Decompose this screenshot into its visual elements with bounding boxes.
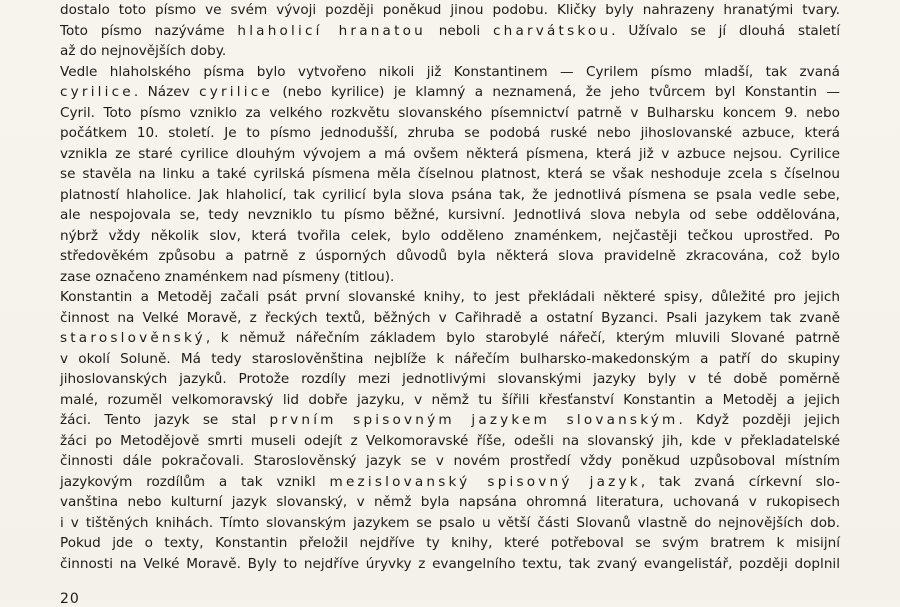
text-line: činnosti na Velké Moravě. Byly to nejdříve úryvky z evangelního textu, tak zvaný evangelistář, později doplnil bbox=[60, 555, 840, 572]
text-line: činnost na Velké Moravě, z řeckých textů, běžných v Cařihradě a ostatní Byzanci. Psali jazykem tak zvaně bbox=[60, 309, 840, 326]
text-line: činnosti dále pokračovali. Staroslověnský jazyk se v novém prostředí vždy poněkud uzpůsoboval místním bbox=[60, 453, 840, 469]
text-line: žáci po Metodějově smrti museli odejít z Velkomoravské říše, odešli na slovanský jih, kde v překladatelské bbox=[60, 432, 840, 449]
text-line: ale nespojovala se, tedy nevzniklo tu písmo běžné, kursivní. Jednotlivá slova nebyla od sebe oddělována, bbox=[60, 207, 840, 223]
text-line: Konstantin a Metoděj začali psát první slovanské knihy, to jest překládali některé spisy, důležité pro jejich bbox=[60, 289, 840, 305]
text-line: Pokud jde o texty, Konstantin přeložil nejdříve ty knihy, které potřeboval se svým bratrem k misijní bbox=[60, 535, 840, 551]
spaced-emphasis: hlaholicí hranatou bbox=[237, 22, 426, 39]
text-line: jazykovým rozdílům a tak vznikl mezislovanský spisovný jazyk, tak zvaná církevní slo- bbox=[60, 473, 840, 490]
text-line: staroslověnský, k němuž nářečním základem bylo starobylé nářečí, kterým mluvili Slované patrně bbox=[60, 330, 840, 346]
text-line: středověkém způsobu a patrně z úsporných důvodů byla některá slova pravidelně zkracována, což bylo bbox=[60, 248, 840, 264]
spaced-emphasis: charvátskou bbox=[492, 22, 612, 39]
text-line: jihoslovanských jazyků. Protože rozdíly mezi jednotlivými slovanskými jazyky byly v té době poměrně bbox=[60, 371, 840, 387]
text-line: žáci. Tento jazyk se stal prvním spisovným jazykem slovanským. Když později jejich bbox=[60, 412, 840, 428]
text-line: malé, rozuměl velkomoravský lid dobře jazyku, v němž tu šířili křesťanství Konstantin a Metoděj a jejich bbox=[60, 391, 840, 408]
spaced-emphasis: cyrilice bbox=[199, 84, 273, 100]
spaced-emphasis: cyrilice bbox=[60, 84, 134, 100]
text-line: platností hlaholice. Jak hlaholicí, tak cyrilicí byla slova psána tak, že jednotlivá písmena se psala vedle sebe, bbox=[60, 186, 840, 203]
spaced-emphasis: mezislovanský spisovný jazyk bbox=[329, 473, 641, 490]
text-line: vanština nebo kulturní jazyk slovanský, v němž byla napsána ohromná literatura, uchovaná v rukopisech bbox=[60, 494, 840, 510]
text-line: dostalo toto písmo ve svém vývoji později poněkud jinou podobu. Kličky byly nahrazeny hranatými tvary. bbox=[60, 2, 840, 18]
text-line: zase označeno znaménkem nad písmeny (titlou). bbox=[60, 268, 395, 285]
spaced-emphasis: prvním spisovným jazykem slovanským bbox=[269, 412, 679, 428]
text-line: i v tištěných knihách. Tímto slovanským jazykem se psalo u větší části Slovanů vlastně do nejnovějších dob. bbox=[60, 514, 840, 531]
text-line: nýbrž vždy několik slov, která tvořila celek, bylo odděleno znaménkem, nejčastěji tečkou uprostřed. Po bbox=[60, 227, 840, 244]
text-line: v okolí Soluně. Má tedy staroslověnština nejblíže k nářečím bulharsko-makedonským a patří do skupiny bbox=[60, 350, 840, 367]
text-line: vznikla ze staré cyrilice dlouhým vývojem a má ovšem některá písmena, která již v azbuce nejsou. Cyrilice bbox=[60, 145, 840, 162]
text-line: počátkem 10. století. Je to písmo jednodušší, zhruba se podobá ruské nebo jihoslovanské azbuce, která bbox=[60, 125, 840, 141]
page-number: 20 bbox=[60, 591, 80, 607]
text-line: Toto písmo nazýváme hlaholicí hranatou neboli charvátskou. Užívalo se jí dlouhá staletí bbox=[60, 22, 840, 39]
body-text bbox=[60, 0, 840, 574]
text-line: Cyril. Toto písmo vzniklo za velkého rozkvětu slovanského písemnictví patrně v Bulharsku koncem 9. nebo bbox=[60, 104, 840, 121]
text-line: cyrilice. Název cyrilice (nebo kyrilice) je klamný a neznamená, že jeho tvůrcem byl Konstantin — bbox=[60, 84, 840, 100]
text-line: Vedle hlaholského písma bylo vytvořeno nikoli již Konstantinem — Cyrilem písmo mladší, tak zvaná bbox=[60, 63, 840, 80]
spaced-emphasis: staroslověnský bbox=[60, 330, 206, 346]
text-line: se stavěla na linku a také cyrilská písmena měla číselnou platnost, která se však neshoduje zcela s číselnou bbox=[60, 166, 840, 182]
text-line: až do nejnovějších doby. bbox=[60, 43, 227, 59]
